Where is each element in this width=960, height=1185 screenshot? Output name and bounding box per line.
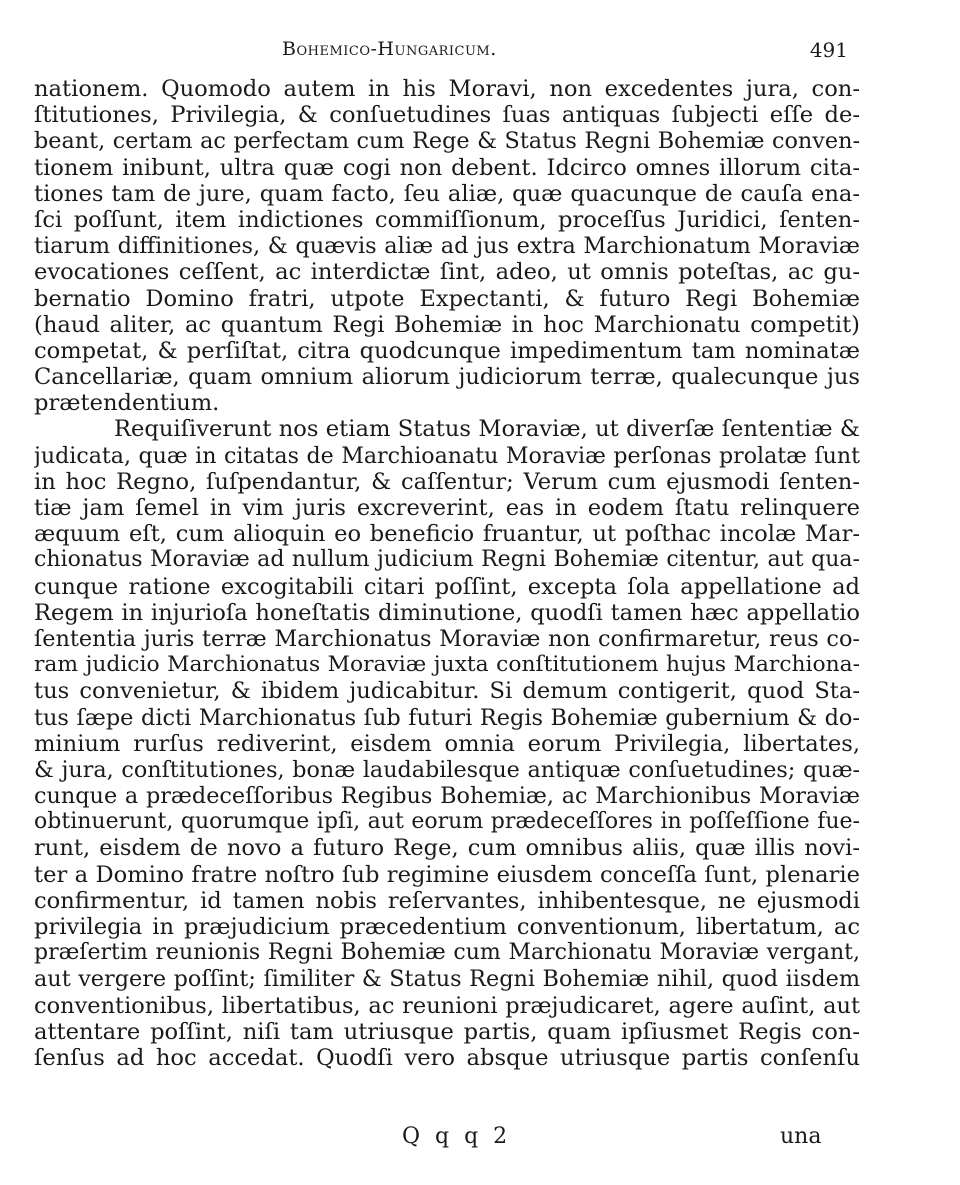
text-line: conventionibus, libertatibus, ac reunioni præjudicaret, agere auſint, aut [34,992,860,1019]
paragraph [34,416,860,1071]
text-line: bernatio Domino fratri, utpote Expectanti, & futuro Regi Bohemiæ [34,285,860,312]
catchword: una [780,1124,822,1149]
text-line: cunque a prædeceſſoribus Regibus Bohemiæ, ac Marchionibus Moraviæ [34,783,860,810]
signature-mark: Q q q 2 [402,1124,512,1149]
text-line: chionatus Moraviæ ad nullum judicium Regni Bohemiæ citentur, aut qua- [34,547,860,573]
text-line: privilegia in præjudicium præcedentium conventionum, libertatum, ac [34,914,860,940]
text-line: ram judicio Marchionatus Moraviæ juxta conſtitutionem hujus Marchiona- [34,652,860,678]
text-line: Regem in injurioſa honeſtatis diminutione, quodſi tamen hæc appellatio [34,599,860,626]
text-line: ſententia juris terræ Marchionatus Moraviæ non confirmaretur, reus co- [34,625,860,652]
text-line: prætendentium. [34,390,220,417]
text-line: minium rurſus rediverint, eisdem omnia eorum Privilegia, libertates, [34,730,860,757]
paragraph [34,76,860,416]
text-line: cunque ratione excogitabili citari poſſint, excepta ſola appellatione ad [34,573,860,600]
text-line: Requiſiverunt nos etiam Status Moraviæ, ut diverſæ ſententiæ & [114,416,860,443]
text-line: tus ſæpe dicti Marchionatus ſub futuri Regis Bohemiæ gubernium & do- [34,704,860,731]
text-line: confirmentur, id tamen nobis reſervantes, inhibentesque, ne ejusmodi [34,887,860,914]
running-head [0,38,960,68]
text-line: præſertim reunionis Regni Bohemiæ cum Marchionatu Moraviæ vergant, [34,940,860,966]
text-line: attentare poſſint, niſi tam utriusque partis, quam ipſiusmet Regis con- [34,1018,860,1045]
text-line: tionem inibunt, ultra quæ cogi non debent. Idcirco omnes illorum cita- [34,154,860,181]
text-line: Cancellariæ, quam omnium aliorum judiciorum terræ, qualecunque jus [34,364,860,391]
text-line: ſci poſſunt, item indictiones commiſſionum, proceſſus Juridici, ſenten- [34,206,860,233]
body-text [34,76,860,1071]
text-line: ſtitutiones, Privilegia, & conſuetudines ſuas antiquas ſubjecti eſſe de- [34,102,860,129]
text-line: tiarum diffinitiones, & quævis aliæ ad jus extra Marchionatum Moraviæ [34,233,860,260]
text-line: & jura, conſtitutiones, bonæ laudabilesque antiquæ conſuetudines; quæ- [34,756,860,783]
text-line: tiones tam de jure, quam facto, ſeu aliæ, quæ quacunque de cauſa ena- [34,180,860,207]
text-line: tiæ jam ſemel in vim juris excreverint, eas in eodem ſtatu relinquere [34,495,860,521]
text-line: aut vergere poſſint; ſimiliter & Status Regni Bohemiæ nihil, quod iisdem [34,966,860,993]
text-line: nationem. Quomodo autem in his Moravi, non excedentes jura, con- [34,76,860,102]
text-line: tus convenietur, & ibidem judicabitur. Si demum contigerit, quod Sta- [34,678,860,705]
text-line: beant, certam ac perfectam cum Rege & Status Regni Bohemiæ conven- [34,128,860,155]
text-line: æquum eſt, cum alioquin eo beneficio fruantur, ut poſthac incolæ Mar- [34,521,860,548]
page-number: 491 [809,38,848,62]
text-line: ſenſus ad hoc accedat. Quodſi vero absque utriusque partis conſenſu [34,1044,860,1071]
text-line: competat, & perſiſtat, citra quodcunque impedimentum tam nominatæ [34,337,860,364]
page-footer [0,1124,960,1154]
running-title: Bohemico-Hungaricum. [282,38,497,60]
text-line: (haud aliter, ac quantum Regi Bohemiæ in hoc Marchionatu competit) [34,311,860,338]
text-line: in hoc Regno, ſuſpendantur, & caſſentur; Verum cum ejusmodi ſenten- [34,468,860,495]
text-line: evocationes ceſſent, ac interdictæ ſint, adeo, ut omnis poteſtas, ac gu- [34,259,860,286]
text-line: judicata, quæ in citatas de Marchioanatu Moraviæ perſonas prolatæ ſunt [34,442,860,469]
text-line: obtinuerunt, quorumque ipſi, aut eorum prædeceſſores in poſſeſſione fue- [34,809,860,835]
text-line: ter a Domino fratre noſtro ſub regimine eiusdem conceſſa ſunt, plenarie [34,861,860,888]
text-line: runt, eisdem de novo a futuro Rege, cum omnibus aliis, quæ illis novi- [34,835,860,862]
